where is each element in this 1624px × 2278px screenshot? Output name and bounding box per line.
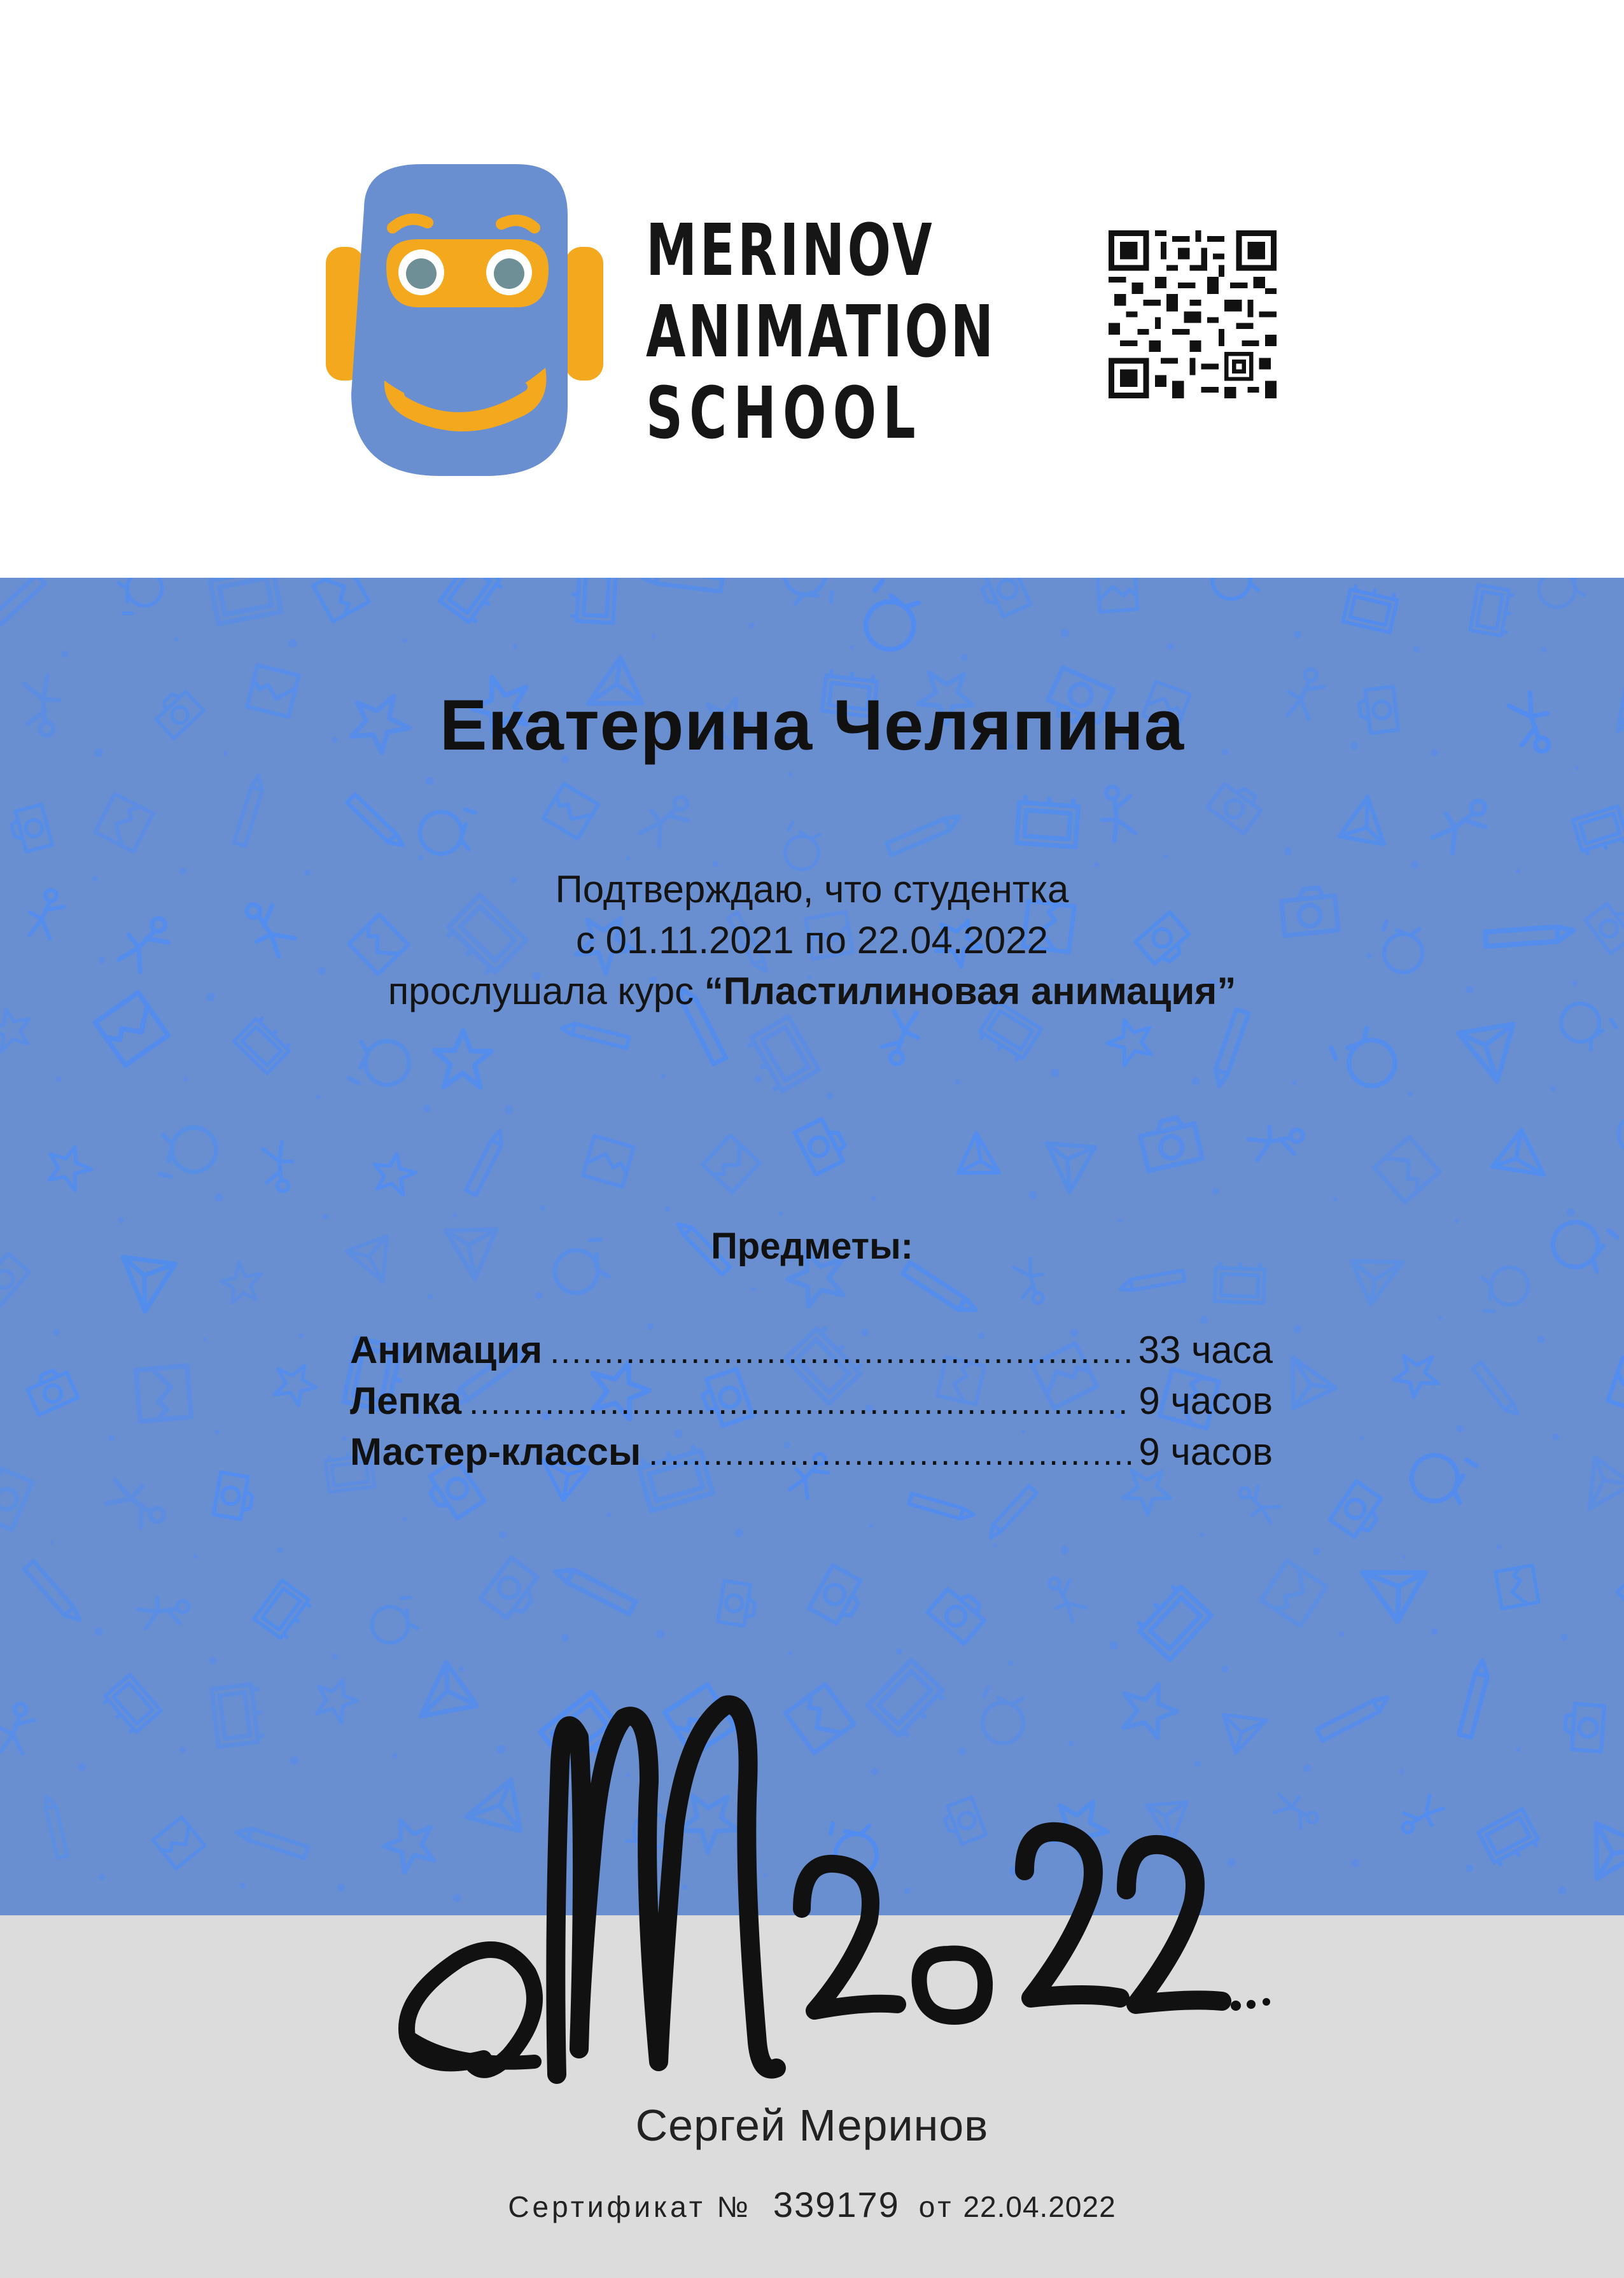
doodle-icon: [1480, 1266, 1530, 1314]
doodle-icon: [905, 1472, 974, 1540]
doodle-dot: [748, 622, 755, 629]
doodle-icon: [1577, 1457, 1624, 1520]
doodle-dot: [1339, 1632, 1345, 1637]
doodle-icon: [95, 794, 153, 852]
doodle-dot: [402, 638, 407, 643]
subject-name: Лепка: [350, 1380, 462, 1422]
certificate-header: [0, 0, 1624, 578]
doodle-icon: [809, 1565, 868, 1628]
doodle-dot: [661, 1073, 666, 1079]
doodle-dot: [850, 645, 855, 650]
doodle-icon: [583, 1136, 634, 1187]
doodle-icon: [1564, 1703, 1604, 1752]
dot-leader: [648, 1428, 1131, 1479]
doodle-icon: [795, 1115, 851, 1174]
doodle-icon: [1039, 1570, 1091, 1623]
subject-hours: 33 часа: [1138, 1329, 1273, 1371]
doodle-icon: [1208, 778, 1266, 834]
doodle-dot: [1558, 1887, 1567, 1895]
doodle-dot: [656, 1630, 665, 1639]
doodle-dot: [118, 1217, 123, 1223]
doodle-icon: [256, 1141, 301, 1196]
logo-line-2: ANIMATION: [646, 291, 996, 374]
doodle-dot: [1109, 1641, 1118, 1650]
doodle-dot: [428, 1294, 433, 1300]
course-open-quote: “: [704, 970, 724, 1012]
doodle-dot: [1294, 1325, 1301, 1333]
doodle-dot: [214, 1429, 219, 1434]
doodle-icon: [1389, 1350, 1440, 1401]
doodle-icon: [1375, 1137, 1440, 1203]
doodle-dot: [423, 1105, 431, 1112]
doodle-dot: [1060, 1546, 1068, 1554]
doodle-dot: [453, 1213, 458, 1218]
doodle-icon: [21, 1560, 83, 1619]
doodle-dot: [499, 1531, 507, 1539]
doodle-icon: [1329, 1481, 1387, 1542]
logo-line-3: SCHOOL: [646, 372, 922, 455]
doodle-icon: [643, 578, 728, 624]
doodle-icon: [118, 578, 162, 613]
doodle-dot: [1408, 1091, 1413, 1096]
doodle-icon: [1459, 1011, 1532, 1087]
student-name: Екатерина Челяпина: [439, 685, 1185, 765]
doodle-dot: [1438, 1316, 1442, 1320]
doodle-icon: [102, 1675, 161, 1735]
doodle-icon: [212, 776, 284, 849]
doodle-icon: [1478, 1809, 1541, 1867]
doodle-icon: [414, 798, 480, 862]
doodle-dot: [788, 1651, 793, 1656]
doodle-dot: [56, 1077, 62, 1082]
doodle-dot: [183, 1077, 188, 1081]
doodle-dot: [1192, 1077, 1200, 1086]
cert-number: 339179: [773, 2184, 900, 2225]
doodle-dot: [209, 1657, 216, 1664]
cert-date-prefix: от: [918, 2190, 955, 2223]
doodle-icon: [237, 1806, 312, 1880]
doodle-icon: [1135, 1583, 1212, 1660]
doodle-dot: [1117, 1218, 1123, 1223]
doodle-dot: [1516, 1747, 1521, 1752]
doodle-dot: [290, 1756, 298, 1764]
subjects-title: Предметы:: [711, 1226, 913, 1267]
doodle-dot: [203, 1338, 207, 1341]
doodle-icon: [1470, 585, 1513, 636]
doodle-icon: [1210, 578, 1263, 603]
doodle-icon: [254, 1581, 312, 1641]
doodle-icon: [556, 1551, 639, 1632]
doodle-icon: [273, 1362, 318, 1407]
doodle-dot: [1167, 643, 1174, 650]
doodle-icon: [1329, 1023, 1401, 1096]
doodle-dot: [513, 644, 518, 649]
doodle-icon: [1138, 1114, 1203, 1171]
doodle-icon: [718, 1581, 758, 1627]
doodle-icon: [883, 795, 960, 873]
doodle-dot: [1029, 1191, 1037, 1199]
doodle-dot: [459, 1667, 465, 1672]
course-prefix: прослушала курс: [388, 970, 704, 1012]
doodle-icon: [1395, 1791, 1445, 1841]
doodle-dot: [1360, 1436, 1364, 1441]
doodle-icon: [1403, 1439, 1481, 1516]
doodle-icon: [153, 1817, 204, 1868]
doodle-dot: [1402, 1555, 1406, 1559]
subjects-list: [350, 1325, 1273, 1478]
doodle-icon: [347, 793, 403, 846]
doodle-dot: [734, 1528, 743, 1537]
doodle-dot: [322, 1213, 328, 1219]
doodle-icon: [1102, 1010, 1163, 1071]
doodle-icon: [370, 1597, 418, 1644]
course-name: Пластилиновая анимация: [723, 970, 1217, 1012]
doodle-icon: [214, 1472, 256, 1521]
doodle-dot: [62, 651, 69, 658]
doodle-icon: [1572, 806, 1624, 855]
doodle-icon: [1097, 578, 1137, 612]
doodle-icon: [0, 578, 45, 632]
course-close-quote: ”: [1217, 970, 1236, 1012]
doodle-icon: [136, 1588, 193, 1637]
doodle-icon: [1608, 1358, 1624, 1416]
doodle-dot: [788, 772, 792, 776]
doodle-icon: [313, 578, 369, 622]
doodle-icon: [136, 1366, 191, 1421]
cert-date: 22.04.2022: [963, 2190, 1116, 2223]
doodle-dot: [1431, 1628, 1438, 1635]
doodle-icon: [1495, 1565, 1539, 1609]
subject-row: [350, 1376, 1273, 1427]
doodle-dot: [871, 1196, 876, 1201]
doodle-dot: [1060, 629, 1069, 638]
doodle-icon: [989, 1486, 1039, 1538]
doodle-icon: [928, 1583, 990, 1644]
doodle-icon: [234, 1016, 292, 1073]
doodle-dot: [626, 856, 631, 861]
doodle-dot: [426, 777, 434, 785]
doodle-dot: [1303, 1764, 1311, 1772]
doodle-dot: [561, 1634, 569, 1642]
doodle-dot: [1575, 766, 1579, 771]
doodle-dot: [277, 1547, 283, 1553]
doodle-icon: [0, 1702, 36, 1754]
doodle-dot: [1008, 1661, 1014, 1667]
doodle-icon: [440, 578, 503, 625]
doodle-icon: [543, 784, 598, 839]
dot-leader: [550, 1326, 1130, 1377]
doodle-dot: [961, 654, 967, 660]
doodle-dot: [1200, 1533, 1205, 1537]
doodle-icon: [571, 578, 615, 623]
subject-name: Анимация: [350, 1329, 543, 1371]
doodle-icon: [1583, 1812, 1624, 1879]
certificate-statement: [0, 864, 1624, 1017]
doodle-dot: [1567, 1208, 1575, 1217]
doodle-icon: [1268, 1349, 1336, 1417]
doodle-dot: [535, 1292, 543, 1299]
doodle-icon: [209, 578, 281, 624]
doodle-dot: [827, 1093, 834, 1100]
doodle-dot: [869, 1524, 874, 1528]
doodle-icon: [1233, 1479, 1284, 1525]
doodle-icon: [211, 1684, 263, 1747]
doodle-dot: [94, 1627, 102, 1635]
doodle-dot: [1541, 647, 1547, 653]
doodle-dot: [108, 1435, 115, 1441]
doodle-dot: [1352, 1859, 1360, 1868]
subject-row: [350, 1325, 1273, 1376]
doodle-icon: [1337, 795, 1384, 847]
statement-line-2: с 01.11.2021 по 22.04.2022: [575, 919, 1048, 961]
qr-code-icon: [1109, 230, 1277, 398]
doodle-dot: [651, 634, 656, 639]
doodle-icon: [1618, 1566, 1624, 1620]
doodle-dot: [993, 1544, 997, 1548]
doodle-dot: [332, 1653, 337, 1659]
doodle-dot: [288, 639, 297, 648]
handwritten-signature: [395, 1680, 1285, 2125]
doodle-dot: [239, 1882, 245, 1888]
doodle-icon: [155, 1121, 221, 1185]
doodle-dot: [1399, 1769, 1404, 1774]
doodle-dot: [1212, 1188, 1219, 1194]
doodle-dot: [1333, 1198, 1338, 1202]
doodle-dot: [179, 1747, 186, 1753]
doodle-dot: [1456, 1425, 1464, 1432]
doodle-icon: [344, 1029, 417, 1101]
doodle-dot: [1294, 631, 1301, 638]
doodle-dot: [1164, 855, 1168, 859]
robot-face-icon: [326, 164, 603, 476]
doodle-icon: [1429, 789, 1496, 859]
doodle-dot: [1292, 1080, 1296, 1085]
doodle-icon: [1492, 1126, 1557, 1187]
doodle-icon: [881, 1010, 920, 1066]
doodle-dot: [337, 1884, 345, 1892]
school-logo-text: [646, 209, 996, 455]
doodle-dot: [778, 1211, 783, 1215]
doodle-icon: [1247, 1116, 1308, 1168]
doodle-dot: [1051, 1068, 1060, 1077]
doodle-dot: [53, 1329, 60, 1336]
doodle-dot: [896, 1648, 902, 1654]
doodle-icon: [1352, 1557, 1425, 1626]
doodle-icon: [452, 1131, 517, 1198]
doodle-dot: [1455, 1219, 1459, 1224]
doodle-dot: [1553, 1434, 1560, 1441]
doodle-icon: [22, 1796, 88, 1862]
signer-name: Сергей Меринов: [635, 2100, 989, 2150]
subject-row: [350, 1427, 1273, 1478]
doodle-icon: [849, 578, 931, 659]
doodle-icon: [977, 578, 1030, 620]
statement-line-3: [0, 966, 1624, 1017]
doodle-icon: [103, 1476, 171, 1533]
doodle-icon: [1016, 797, 1079, 847]
doodle-icon: [782, 578, 835, 607]
doodle-dot: [78, 1763, 86, 1771]
doodle-dot: [754, 1075, 761, 1082]
doodle-icon: [1468, 1361, 1523, 1414]
doodle-icon: [310, 1673, 363, 1726]
doodle-dot: [1466, 1864, 1473, 1872]
logo-line-1: MERINOV: [646, 209, 935, 292]
doodle-dot: [1497, 1544, 1502, 1550]
doodle-icon: [1314, 1680, 1387, 1756]
doodle-icon: [703, 1135, 760, 1192]
doodle-dot: [418, 855, 424, 861]
statement-line-1: Подтверждаю, что студентка: [555, 868, 1069, 911]
doodle-dot: [606, 1513, 612, 1518]
doodle-icon: [0, 1465, 32, 1530]
doodle-dot: [1313, 1548, 1320, 1555]
doodle-dot: [665, 1206, 670, 1212]
doodle-dot: [402, 1516, 407, 1521]
certificate-number-line: [0, 2184, 1624, 2225]
doodle-dot: [1222, 1666, 1228, 1672]
doodle-dot: [298, 1333, 304, 1338]
doodle-icon: [365, 1147, 419, 1201]
cert-label: Сертификат №: [508, 2190, 752, 2223]
doodle-dot: [751, 1287, 755, 1291]
doodle-icon: [1193, 1005, 1271, 1086]
doodle-icon: [25, 1366, 78, 1415]
doodle-dot: [50, 1541, 55, 1545]
doodle-dot: [214, 1193, 223, 1201]
doodle-dot: [1284, 848, 1292, 856]
subject-hours: 9 часов: [1138, 1380, 1273, 1422]
doodle-icon: [949, 1130, 1000, 1183]
doodle-dot: [1561, 1634, 1568, 1641]
doodle-icon: [38, 1138, 96, 1196]
doodle-icon: [1616, 1112, 1624, 1164]
subject-name: Мастер-классы: [350, 1430, 641, 1473]
doodle-dot: [174, 637, 178, 641]
doodle-icon: [480, 1558, 545, 1624]
dot-leader: [469, 1377, 1131, 1428]
doodle-icon: [434, 1030, 492, 1088]
doodle-dot: [1413, 646, 1420, 653]
doodle-dot: [1200, 1316, 1208, 1324]
doodle-dot: [540, 1205, 546, 1211]
doodle-dot: [316, 1094, 321, 1100]
doodle-icon: [8, 804, 52, 853]
doodle-dot: [955, 1080, 960, 1085]
doodle-icon: [1261, 1561, 1326, 1626]
doodle-dot: [342, 1436, 347, 1441]
doodle-dot: [193, 1555, 198, 1559]
doodle-icon: [1343, 585, 1398, 632]
doodle-icon: [1433, 1661, 1513, 1742]
subject-hours: 9 часов: [1138, 1430, 1273, 1473]
doodle-dot: [1537, 1336, 1544, 1343]
doodle-icon: [637, 787, 697, 852]
doodle-dot: [1551, 1086, 1557, 1092]
doodle-dot: [99, 1874, 105, 1880]
doodle-dot: [505, 1105, 514, 1114]
doodle-icon: [1092, 781, 1143, 842]
doodle-icon: [1215, 1263, 1265, 1303]
doodle-icon: [1047, 1135, 1102, 1194]
doodle-icon: [1539, 578, 1584, 607]
